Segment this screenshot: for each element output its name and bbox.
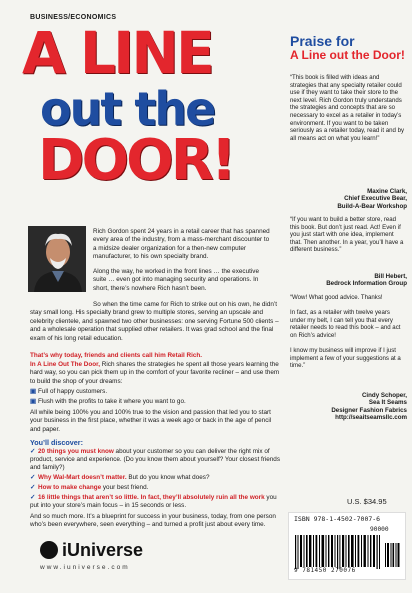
quote-2-author: Bill Hebert, bbox=[374, 273, 407, 280]
price: U.S. $34.95 bbox=[347, 497, 387, 506]
author-photo-image bbox=[28, 226, 86, 292]
discover-item-lead: How to make change bbox=[38, 484, 102, 491]
title-line-2: out the bbox=[40, 82, 215, 136]
closing-paragraph: And so much more. It’s a blueprint for success in your business, today, from one person who’s been everywhere, seen everything – and turned a profit just about every time. bbox=[30, 513, 276, 529]
quote-3-title1: Sea It Seams bbox=[368, 399, 407, 407]
book-title-ref: In A Line Out The Door, bbox=[30, 361, 101, 368]
bio-paragraph-2: Along the way, he worked in the front lines … the executive suite … even got into managing security and operations. In short, there’s nowhere Rich hasn’t been. bbox=[93, 268, 259, 292]
iuniverse-logo-icon bbox=[40, 541, 58, 559]
bio-highlight: That’s why today, friends and clients call him Retail Rich. bbox=[30, 352, 203, 359]
isbn-text: ISBN 978-1-4502-7007-6 bbox=[294, 515, 381, 523]
bio-paragraph-5 bbox=[30, 361, 280, 386]
bio-bullet-2-text: Flush with the profits to take it where you want to go. bbox=[38, 398, 186, 405]
bio-bullet-1 bbox=[30, 388, 280, 396]
quote-2: “If you want to build a better store, read this book. But don’t just read. Act! Even if you just start with one idea, implement that. Then another. In a year, you’ll have a different business.” bbox=[290, 216, 404, 254]
quote-3-url: http://seaitseamsllc.com bbox=[335, 414, 407, 422]
category-label: BUSINESS/ECONOMICS bbox=[30, 14, 117, 21]
praise-heading bbox=[290, 34, 408, 62]
discover-item bbox=[30, 474, 280, 482]
quote-1: “This book is filled with ideas and strategies that any specialty retailer could use if they want to take their store to the next level. Rich Gordon truly understands the strategies and concepts that are so necessary to excel as a retailer in today’s environment. If you want to be taken seriously as a retailer today, read it and by all means act on what you learn!” bbox=[290, 74, 405, 142]
discover-item-lead: Why Wal-Mart doesn’t matter. bbox=[38, 474, 127, 481]
checkbox-icon: ▣ bbox=[30, 388, 36, 395]
quote-3: “Wow! What good advice. Thanks! In fact, as a retailer with twelve years under my belt, I can tell you that every retailer needs to read this book – and act on Rich’s advice! I know my business will improve if I just implement a few of your suggestions at a time.” bbox=[290, 294, 401, 370]
quote-1-author: Maxine Clark, bbox=[367, 188, 407, 195]
discover-item-text: you put into your store’s main focus – in 15 seconds or less. bbox=[30, 494, 277, 510]
publisher-url: www.iuniverse.com bbox=[40, 564, 130, 571]
bio-paragraph-5-text: Rich shares the strategies he spent all those years learning the hard way, so you can pick them up in the comfort of your favorite recliner – and use them to build the shop of your dreams: bbox=[30, 361, 280, 385]
discover-item bbox=[30, 494, 280, 510]
quote-3-title2: Designer Fashion Fabrics bbox=[331, 406, 407, 414]
bio-paragraph-3: So when the time came for Rich to strike out on his own, he didn’t stay small long. His specialty brand grew to multiple stores, serving an upscale and celebrity clientele, and spawned two other businesses: one serving Fortune 500 clients – and a wholesale operation that supplied other retailers. It was grad school and the final exam of his long retail education. bbox=[30, 301, 279, 342]
title-line-1: A LINE bbox=[22, 19, 212, 87]
discover-item bbox=[30, 484, 280, 492]
discover-item-text: But do you know what does? bbox=[126, 474, 210, 481]
barcode-number: 9 781450 270076 bbox=[294, 567, 356, 574]
discover-heading: You’ll discover: bbox=[30, 438, 83, 447]
bio-bullet-2 bbox=[30, 398, 280, 406]
discover-item-text: your best friend. bbox=[101, 484, 149, 491]
check-icon: ✓ bbox=[30, 448, 36, 455]
title-line-3: DOOR! bbox=[38, 128, 234, 193]
quote-1-title2: Build-A-Bear Workshop bbox=[337, 202, 407, 210]
checkbox-icon: ▣ bbox=[30, 398, 36, 405]
quote-3-attribution bbox=[290, 392, 407, 422]
quote-1-attribution bbox=[290, 188, 407, 210]
quote-2-attribution bbox=[290, 273, 407, 288]
quote-1-title1: Chief Executive Bear, bbox=[344, 195, 407, 203]
praise-heading-1: Praise for bbox=[290, 33, 355, 49]
publisher-logo: iUniverse bbox=[62, 540, 144, 560]
discover-item-lead: 20 things you must know bbox=[38, 448, 114, 455]
barcode-price-code: 90000 bbox=[370, 526, 389, 533]
discover-item bbox=[30, 448, 280, 473]
author-photo bbox=[28, 226, 86, 292]
discover-item-text: about your customer so you can deliver the right mix of product, service and experience. (Do you know them about yourself? Your closest friends and family?) bbox=[30, 448, 281, 472]
check-icon: ✓ bbox=[30, 484, 36, 491]
quote-3-author: Cindy Schoper, bbox=[361, 392, 407, 399]
praise-heading-2: A Line out the Door! bbox=[290, 48, 405, 62]
bio-paragraph-6: All while being 100% you and 100% true to the vision and passion that led you to start your business in the first place, whether it was a week ago or back in the age of pencil and paper. bbox=[30, 409, 272, 433]
discover-item-lead: 16 little things that aren’t so little. In fact, they’ll absolutely ruin all the work bbox=[38, 494, 265, 501]
check-icon: ✓ bbox=[30, 474, 36, 481]
bio-bullet-1-text: Full of happy customers. bbox=[38, 388, 108, 395]
bio-paragraph-1: Rich Gordon spent 24 years in a retail career that has spanned every area of the industry, from a mass-merchant discounter to a midsize dealer organization for a then-new computer manufacturer, to his own specialty brand. bbox=[93, 228, 270, 261]
check-icon: ✓ bbox=[30, 494, 36, 501]
quote-2-title1: Bedrock Information Group bbox=[326, 280, 407, 288]
